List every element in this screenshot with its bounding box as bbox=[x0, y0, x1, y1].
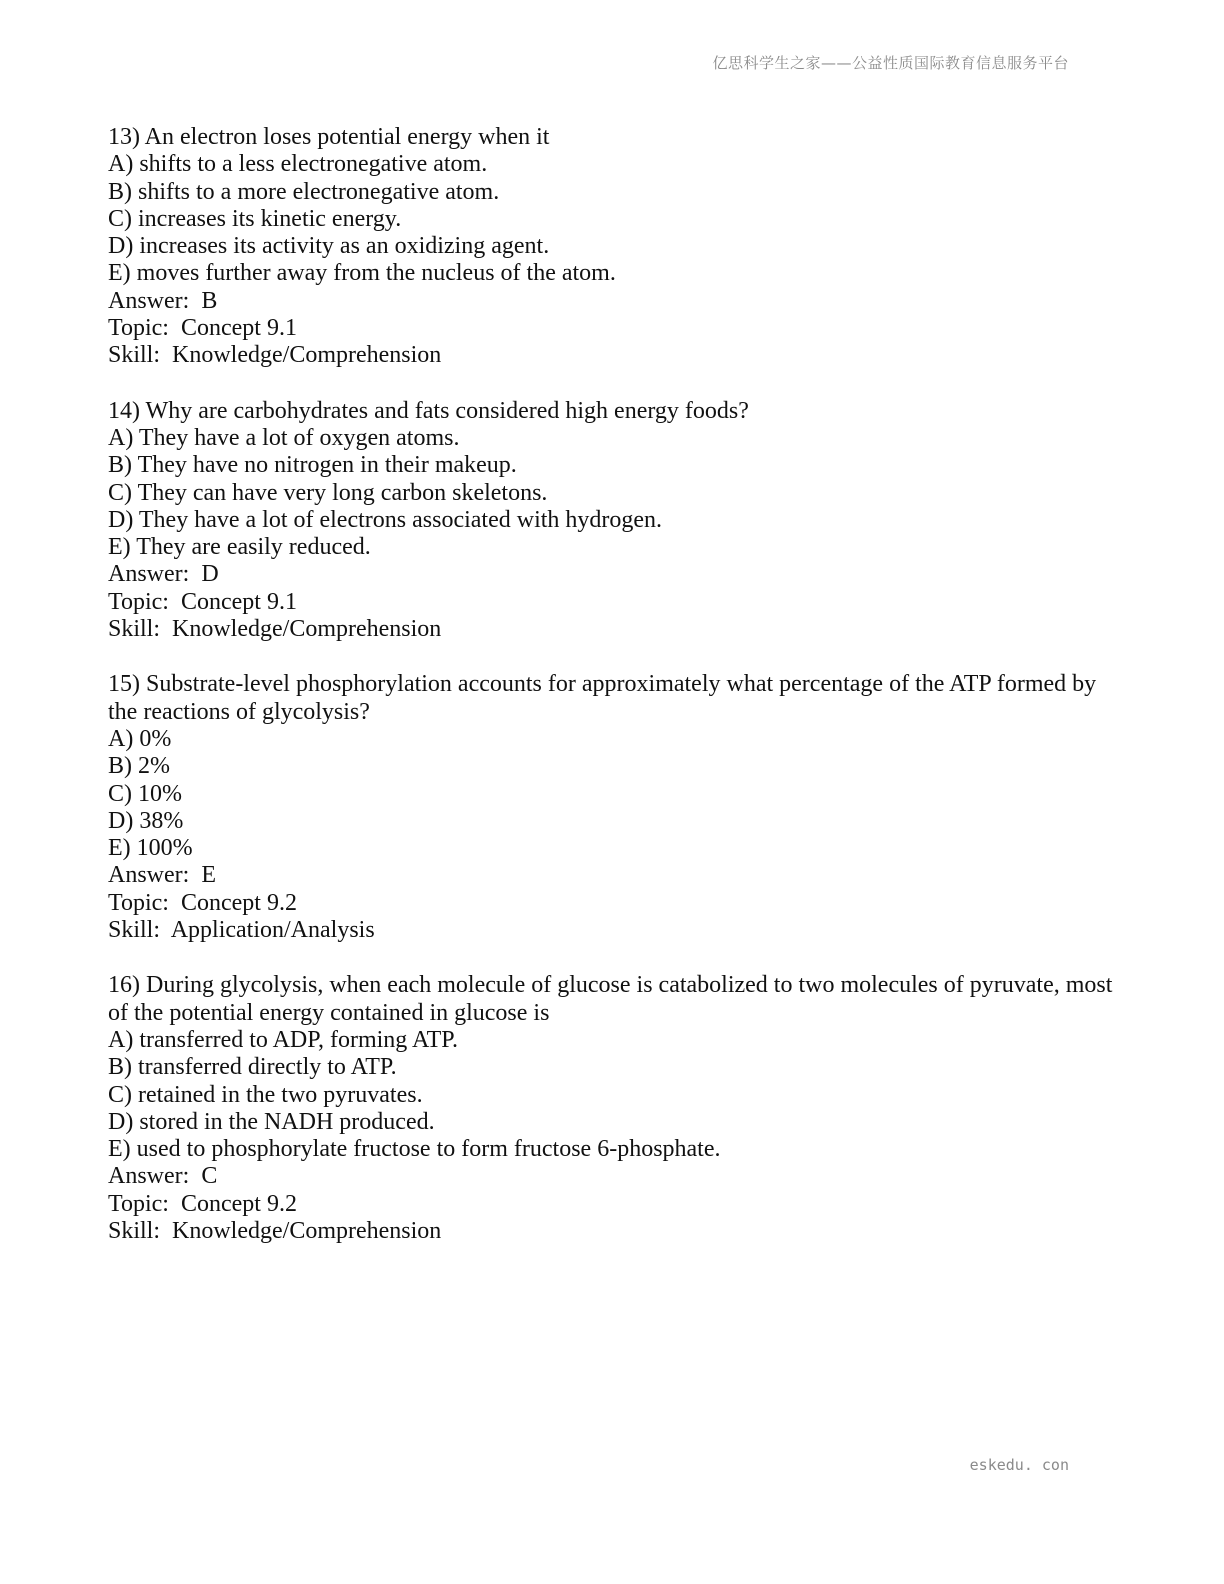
answer-line: Answer: B bbox=[108, 287, 218, 314]
question-15 bbox=[108, 671, 1118, 944]
option-e: E) 100% bbox=[108, 835, 193, 862]
option-e: E) used to phosphorylate fructose to form fructose 6-phosphate. bbox=[108, 1136, 721, 1163]
question-stem: 16) During glycolysis, when each molecule of glucose is catabolized to two molecules of pyruvate, most of the potential energy contained in glucose is bbox=[108, 972, 1119, 1026]
option-d: D) 38% bbox=[108, 807, 184, 834]
question-stem: 15) Substrate-level phosphorylation accounts for approximately what percentage of the ATP formed by the reactions of glycolysis? bbox=[108, 671, 1103, 725]
option-d: D) stored in the NADH produced. bbox=[108, 1108, 435, 1135]
option-b: B) 2% bbox=[108, 753, 170, 780]
option-c: C) 10% bbox=[108, 780, 182, 807]
option-c: C) They can have very long carbon skeletons. bbox=[108, 479, 548, 506]
topic-line: Topic: Concept 9.1 bbox=[108, 315, 297, 342]
topic-line: Topic: Concept 9.2 bbox=[108, 1190, 297, 1217]
question-stem: 13) An electron loses potential energy when it bbox=[108, 124, 550, 150]
question-16 bbox=[108, 972, 1118, 1245]
answer-line: Answer: D bbox=[108, 561, 219, 588]
option-b: B) transferred directly to ATP. bbox=[108, 1054, 397, 1081]
option-a: A) 0% bbox=[108, 725, 172, 752]
option-b: B) shifts to a more electronegative atom. bbox=[108, 178, 500, 205]
option-a: A) shifts to a less electronegative atom. bbox=[108, 151, 488, 178]
page-header-watermark: 亿思科学生之家——公益性质国际教育信息服务平台 bbox=[712, 54, 1069, 72]
option-a: A) They have a lot of oxygen atoms. bbox=[108, 424, 460, 451]
option-c: C) retained in the two pyruvates. bbox=[108, 1081, 423, 1108]
skill-line: Skill: Knowledge/Comprehension bbox=[108, 342, 442, 369]
topic-line: Topic: Concept 9.2 bbox=[108, 889, 297, 916]
topic-line: Topic: Concept 9.1 bbox=[108, 588, 297, 615]
answer-line: Answer: C bbox=[108, 1163, 218, 1190]
option-b: B) They have no nitrogen in their makeup. bbox=[108, 452, 517, 479]
question-14 bbox=[108, 398, 1118, 644]
skill-line: Skill: Knowledge/Comprehension bbox=[108, 1217, 442, 1244]
skill-line: Skill: Knowledge/Comprehension bbox=[108, 616, 442, 643]
option-a: A) transferred to ADP, forming ATP. bbox=[108, 1026, 458, 1053]
skill-line: Skill: Application/Analysis bbox=[108, 917, 375, 944]
question-stem: 14) Why are carbohydrates and fats considered high energy foods? bbox=[108, 397, 749, 424]
option-e: E) They are easily reduced. bbox=[108, 534, 371, 561]
answer-line: Answer: E bbox=[108, 862, 216, 889]
option-d: D) increases its activity as an oxidizing agent. bbox=[108, 233, 550, 260]
option-d: D) They have a lot of electrons associated with hydrogen. bbox=[108, 506, 663, 533]
page-footer-watermark: eskedu. con bbox=[969, 1456, 1069, 1474]
option-e: E) moves further away from the nucleus of the atom. bbox=[108, 260, 616, 287]
question-13 bbox=[108, 124, 1118, 370]
question-list bbox=[108, 124, 1118, 1273]
option-c: C) increases its kinetic energy. bbox=[108, 205, 402, 232]
